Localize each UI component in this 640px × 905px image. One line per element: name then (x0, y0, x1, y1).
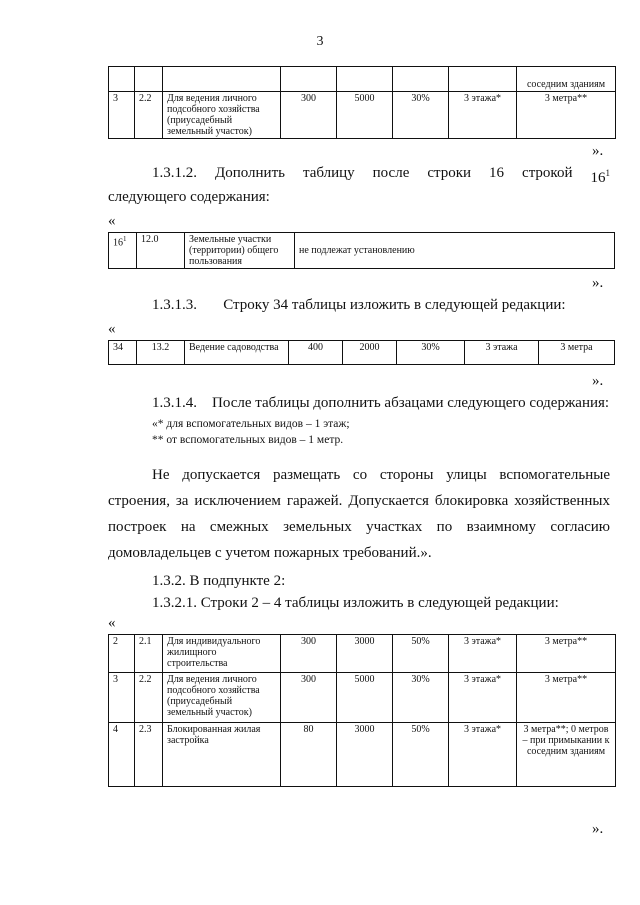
table-cell: 3000 (337, 635, 393, 673)
table-cell: 5000 (337, 673, 393, 723)
table-top (108, 66, 616, 139)
table-cell: 300 (281, 635, 337, 673)
table-cell: 3000 (337, 723, 393, 787)
table-cell: $16^1$ (109, 233, 137, 269)
open-quote: « (108, 213, 116, 229)
table-cell: 3 метра** (517, 635, 616, 673)
table-cell: 50% (393, 723, 449, 787)
table-cell: 34 (109, 341, 137, 365)
table-cell: 80 (281, 723, 337, 787)
para-1314: 1.3.1.4. После таблицы дополнить абзацами следующего содержания: (152, 395, 610, 411)
table-row (109, 635, 616, 673)
table-cell: 3 этажа* (449, 92, 517, 139)
para-1313: 1.3.1.3. Строку 34 таблицы изложить в следующей редакции: (152, 297, 566, 313)
table-cell: 3 метра (539, 341, 615, 365)
main-para-line4: домовладельцев с учетом пожарных требований.». (108, 545, 432, 561)
close-quote: ». (592, 143, 604, 159)
table-cell: Ведение садоводства (185, 341, 289, 365)
footnote-2: ** от вспомогательных видов – 1 метр. (152, 434, 344, 446)
table-cell: 50% (393, 635, 449, 673)
table-row (109, 341, 615, 365)
ref-16-1: $16^1$ (590, 168, 610, 186)
table-cell: 13.2 (137, 341, 185, 365)
table-cell: 3 метра** (517, 673, 616, 723)
main-para-line2: строения, за исключением гаражей. Допускается блокировка хозяйственных (108, 493, 610, 509)
table-bottom (108, 634, 616, 787)
table-cell: 12.0 (137, 233, 185, 269)
table-cell: 3 метра**; 0 метров – при примыкании к соседним зданиям (517, 723, 616, 787)
table-cell: 2.1 (135, 635, 163, 673)
para-1312-line1: 1.3.1.2. Дополнить таблицу после строки 16 строкой $16^1$ (152, 162, 610, 189)
table-cell: Земельные участки (территории) общего пользования (185, 233, 295, 269)
table-cell: 300 (281, 673, 337, 723)
open-quote: « (108, 615, 116, 631)
table-cell: 300 (281, 92, 337, 139)
table-cell: Для ведения личного подсобного хозяйства (приусадебный земельный участок) (163, 92, 281, 139)
table-cell: Блокированная жилая застройка (163, 723, 281, 787)
table-34 (108, 340, 615, 365)
table-row (109, 723, 616, 787)
table-cell: 3 (109, 673, 135, 723)
table-16-1 (108, 232, 615, 269)
close-quote: ». (592, 821, 604, 837)
table-cell: соседним зданиям (517, 67, 616, 92)
table-row (109, 67, 616, 92)
table-cell: 30% (393, 92, 449, 139)
para-1321: 1.3.2.1. Строки 2 – 4 таблицы изложить в следующей редакции: (152, 595, 559, 611)
table-cell: 2.2 (135, 92, 163, 139)
close-quote: ». (592, 275, 604, 291)
table-cell: 2 (109, 635, 135, 673)
main-para-line1: Не допускается размещать со стороны улицы вспомогательные (152, 467, 610, 483)
table-cell: 2.3 (135, 723, 163, 787)
table-cell: 3 этажа* (449, 673, 517, 723)
table-cell: 3 (109, 92, 135, 139)
table-cell: 30% (393, 673, 449, 723)
page-number: 3 (316, 34, 324, 49)
table-cell: 2000 (343, 341, 397, 365)
para-132: 1.3.2. В подпункте 2: (152, 573, 286, 589)
table-cell: 400 (289, 341, 343, 365)
table-cell: 2.2 (135, 673, 163, 723)
para-1312-line2: следующего содержания: (108, 189, 270, 205)
main-para-line3: построек на смежных земельных участках по взаимному согласию (108, 519, 610, 535)
table-cell: 3 метра** (517, 92, 616, 139)
table-cell: 30% (397, 341, 465, 365)
table-cell: 3 этажа (465, 341, 539, 365)
close-quote: ». (592, 373, 604, 389)
open-quote: « (108, 321, 116, 337)
table-cell: Для ведения личного подсобного хозяйства (приусадебный земельный участок) (163, 673, 281, 723)
table-cell: 3 этажа* (449, 635, 517, 673)
footnote-1: «* для вспомогательных видов – 1 этаж; (152, 418, 350, 430)
table-cell: 4 (109, 723, 135, 787)
table-row (109, 233, 615, 269)
table-cell: 3 этажа* (449, 723, 517, 787)
table-row (109, 673, 616, 723)
table-row (109, 92, 616, 139)
table-cell: Для индивидуального жилищного строительства (163, 635, 281, 673)
table-cell: 5000 (337, 92, 393, 139)
table-cell: не подлежат установлению (295, 233, 615, 269)
